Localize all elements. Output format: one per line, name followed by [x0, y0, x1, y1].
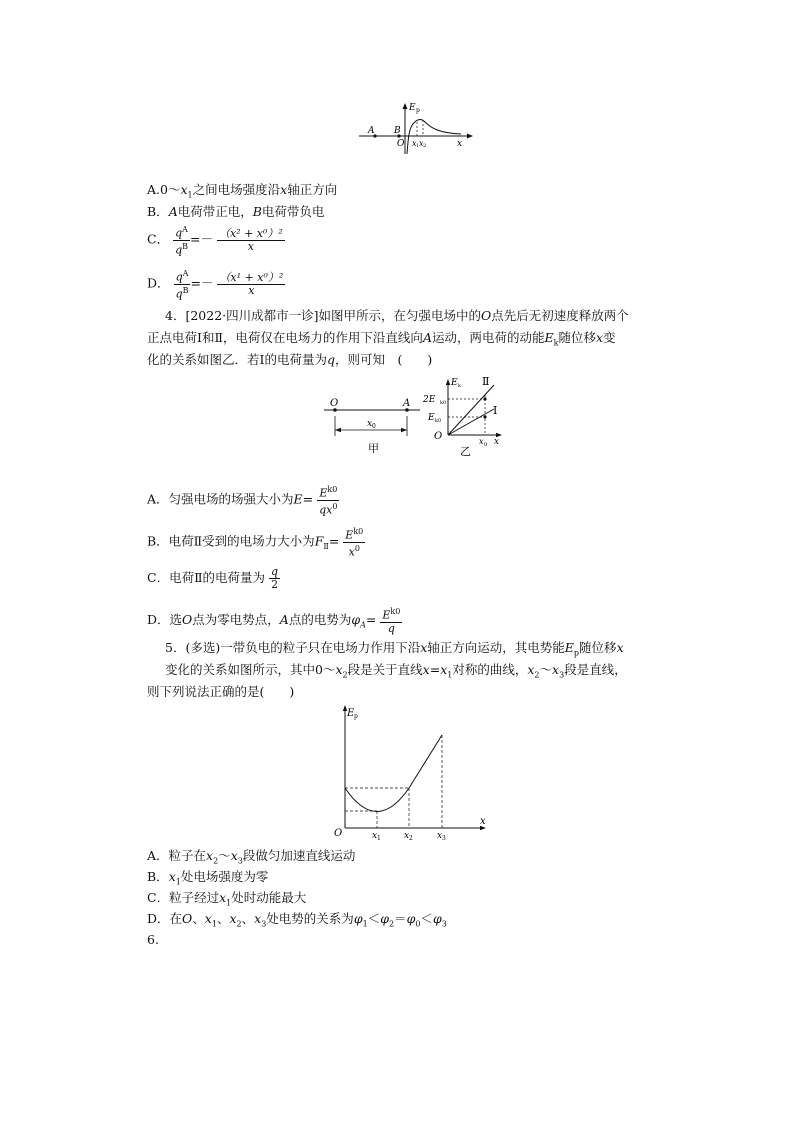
figure-ep-curve: [355, 100, 480, 156]
fig-yi-axis-ek-sub: k: [458, 383, 462, 389]
q5-fig-axis-x: x: [480, 816, 486, 827]
fig-yi-axis-ek: E: [451, 378, 458, 388]
tick-label-x2: x: [419, 139, 424, 148]
q4-stem-line1: 4．[2022·四川成都市一诊]如图甲所示，在匀强电场中的O点先后无初速度释放两个: [165, 308, 629, 323]
q4-option-b[interactable]: B．电荷Ⅱ受到的电场力大小为$F_Ⅱ=$ $\frac{E^{k0}}{x^0}$: [147, 527, 364, 559]
fig-yi-label-2ek0: 2E: [423, 395, 436, 405]
q4-stem-line3: 化的关系如图乙．若Ⅰ的电荷量为q，则可知 ( ): [147, 352, 433, 367]
q3-option-c[interactable]: C． $\frac{q^A}{q^B}$ =－ $\frac{\text{（x² + x⁰）²}}{x}$: [147, 225, 283, 257]
q3-option-a[interactable]: $A.0\sim x_1$之间电场强度沿x轴正方向: [147, 182, 338, 200]
fig-yi-label-x0-sub: 0: [484, 442, 488, 448]
q3-option-b[interactable]: B．A电荷带正电，B电荷带负电: [147, 204, 325, 219]
q5-option-b[interactable]: B．$x_1$处电场强度为零: [147, 869, 269, 887]
fig-jia-label-x0: x: [367, 419, 373, 429]
fig-yi-axis-x: x: [494, 437, 500, 447]
point-label-a: A: [368, 126, 375, 136]
q5-stem-line1: 5．(多选)一带负电的粒子只在电场力作用下沿x轴正方向运动，其电势能$E_p$随位移x: [165, 640, 624, 658]
fig-yi-origin: O: [434, 431, 443, 442]
fig-yi-line-i: Ⅰ: [493, 404, 498, 417]
q5-stem-line3: 则下列说法正确的是( ): [147, 684, 295, 699]
fig-jia-caption: 甲: [368, 442, 379, 455]
fig-yi-label-ek0: E: [428, 413, 435, 423]
origin-label: O: [397, 139, 405, 149]
fig-jia-label-x0-sub: 0: [372, 423, 376, 430]
q5-fig-tick-x3: x: [437, 831, 443, 841]
fig-yi-caption: 乙: [460, 445, 471, 457]
q5-fig-tick-x1-sub: 1: [377, 835, 381, 842]
q4-option-c[interactable]: C．电荷Ⅱ的电荷量为 $\frac{q}{2}$: [147, 565, 279, 591]
q5-fig-axis-ep-sub: p: [354, 713, 358, 720]
q3-option-d[interactable]: D． $\frac{q^A}{q^B}$ =－ $\frac{\text{（x¹ + x⁰）²}}{x}$: [147, 269, 284, 301]
q5-fig-origin: O: [334, 828, 343, 839]
figure-q5-ep-curve: [325, 700, 495, 842]
q4-option-d[interactable]: D．选O点为零电势点，A点的电势为$\varphi_A=$ $\frac{E^{k0}}{q}$: [147, 607, 401, 635]
q5-option-d[interactable]: D．在O、$x_1$、$x_2$、$x_3$处电势的关系为$\varphi_1<\varphi_2=\varphi_0<\varphi_3$: [147, 911, 447, 929]
q5-fig-tick-x1: x: [372, 831, 378, 841]
q6-label: 6.: [147, 932, 159, 947]
q5-fig-axis-ep: E: [347, 708, 355, 719]
figure-jia: [320, 392, 425, 456]
figure-yi: [420, 375, 505, 457]
axis-label-x: x: [457, 139, 463, 149]
fig-yi-label-2ek0-sub: k0: [440, 400, 447, 406]
axis-label-ep-sub: p: [416, 107, 420, 114]
q5-stem-line2: 变化的关系如图所示，其中$0\sim x_2$段是关于直线$x=x_1$对称的曲线，$x_2\sim x_3$段是直线，: [165, 662, 627, 680]
fig-yi-label-x0: x: [479, 437, 484, 446]
fig-yi-label-ek0-sub: k0: [435, 418, 442, 424]
q5-fig-tick-x2: x: [404, 831, 410, 841]
q4-stem-line2: 正点电荷Ⅰ和Ⅱ，电荷仅在电场力的作用下沿直线向A运动，两电荷的动能$E_k$随位移x变: [147, 330, 616, 348]
q5-option-a[interactable]: A．粒子在$x_2\sim x_3$段做匀加速直线运动: [147, 848, 356, 866]
axis-label-ep: E: [409, 103, 416, 113]
fig-jia-label-o: O: [330, 398, 339, 409]
tick-label-x2-sub: 2: [423, 143, 427, 149]
q4-option-a[interactable]: A．匀强电场的场强大小为E= $\frac{E^{k0}}{qx^0}$: [147, 485, 338, 517]
point-label-b: B: [394, 126, 401, 136]
tick-label-x1: x: [412, 139, 417, 148]
q5-fig-tick-x3-sub: 3: [442, 835, 446, 842]
fig-jia-label-a: A: [403, 398, 411, 409]
q5-option-c[interactable]: C．粒子经过$x_1$处时动能最大: [147, 890, 307, 908]
tick-label-x1-sub: 1: [416, 143, 420, 149]
q5-fig-tick-x2-sub: 2: [409, 835, 413, 842]
fig-yi-line-ii: Ⅱ: [482, 375, 490, 388]
